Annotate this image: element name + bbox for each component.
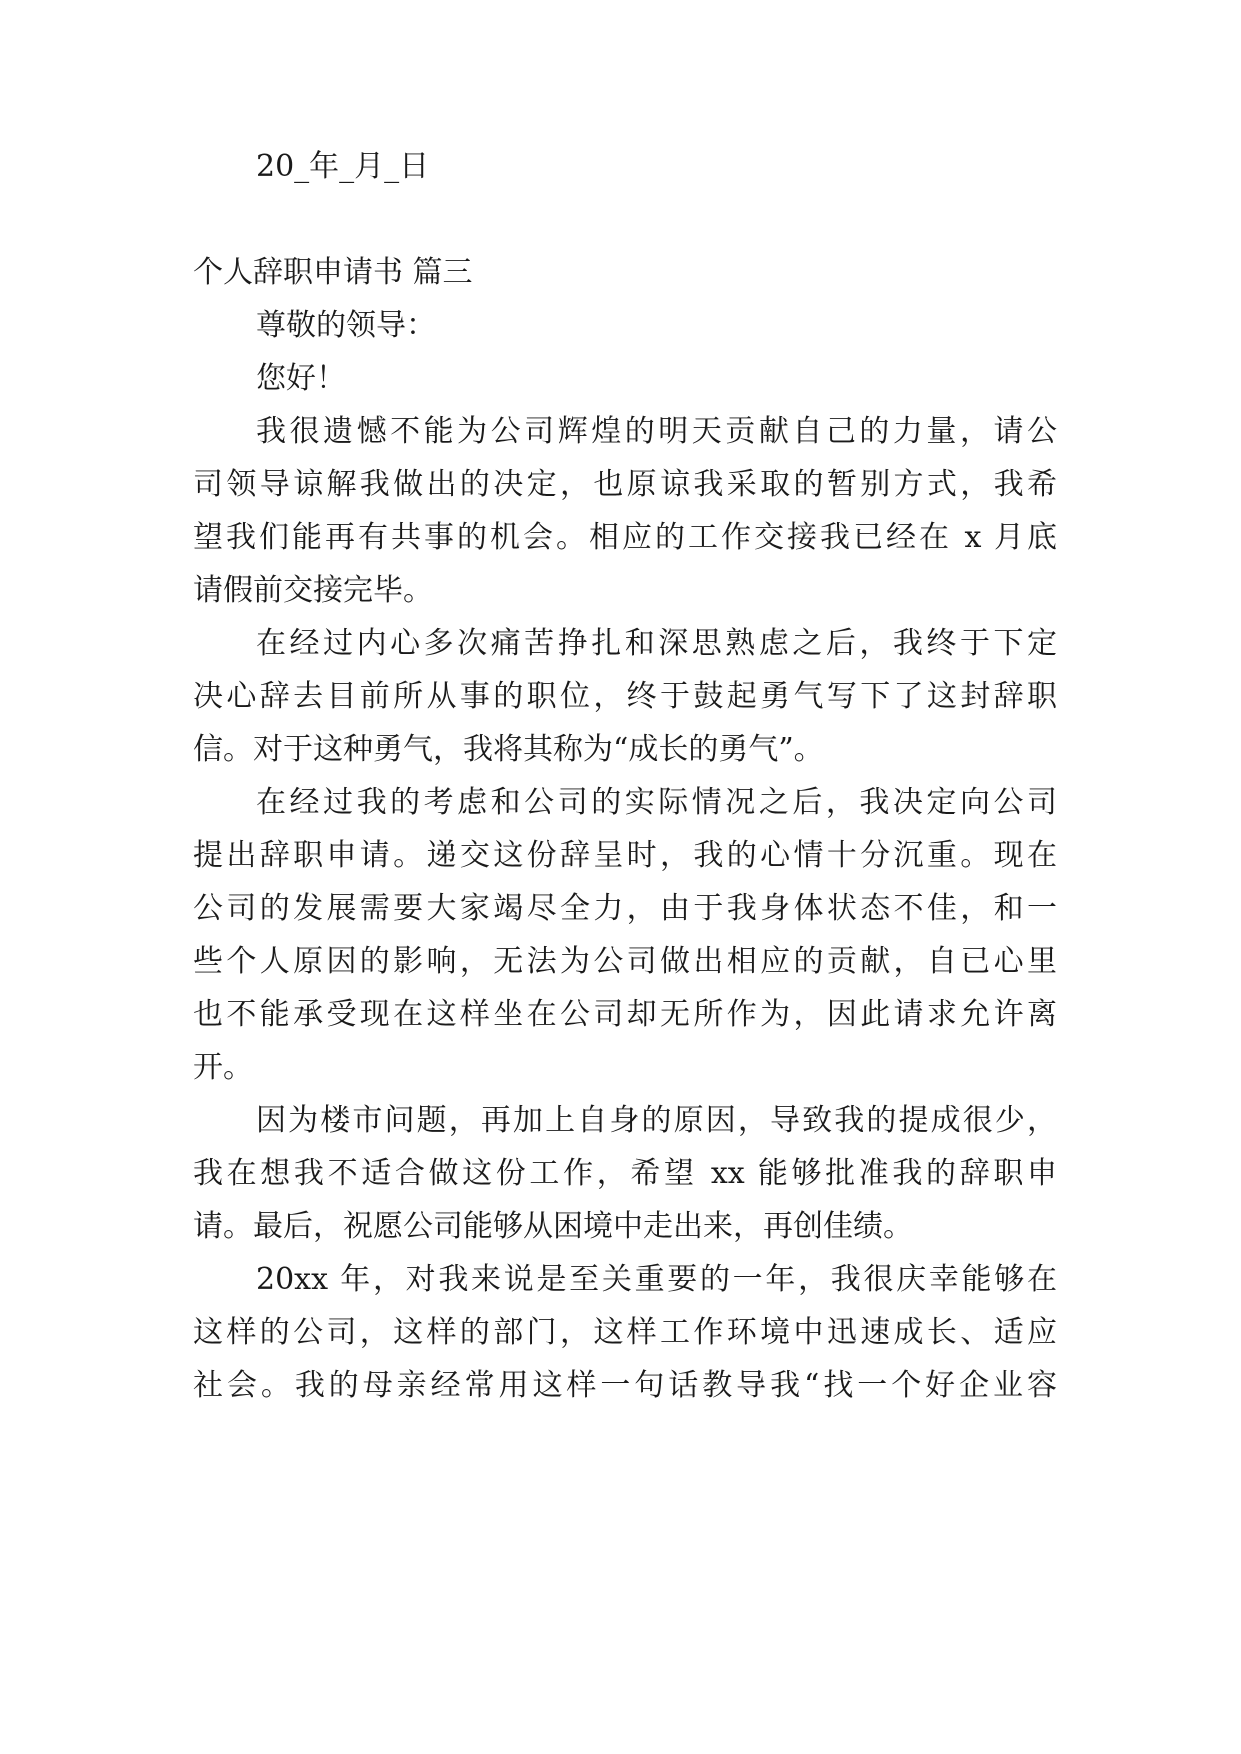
paragraph-line: 提出辞职申请。递交这份辞呈时，我的心情十分沉重。现在 <box>193 838 1057 873</box>
paragraph-line: 我很遗憾不能为公司辉煌的明天贡献自己的力量，请公 <box>256 414 1057 449</box>
paragraph-line: 20xx 年，对我来说是至关重要的一年，我很庆幸能够在 <box>256 1262 1057 1297</box>
salutation: 尊敬的领导： <box>256 308 436 343</box>
paragraph-line: 公司的发展需要大家竭尽全力，由于我身体状态不佳，和一 <box>193 891 1057 926</box>
paragraph-line: 开。 <box>193 1050 253 1085</box>
paragraph-line: 信。对于这种勇气，我将其称为“成长的勇气”。 <box>193 732 824 767</box>
paragraph-line: 请假前交接完毕。 <box>193 573 433 608</box>
paragraph-line: 在经过我的考虑和公司的实际情况之后，我决定向公司 <box>256 785 1057 820</box>
section-title: 个人辞职申请书 篇三 <box>193 255 473 290</box>
paragraph-line: 因为楼市问题，再加上自身的原因，导致我的提成很少， <box>256 1103 1057 1138</box>
date-line: 20_年_月_日 <box>256 149 430 184</box>
paragraph-line: 请。最后，祝愿公司能够从困境中走出来，再创佳绩。 <box>193 1209 913 1244</box>
paragraph-line: 社会。我的母亲经常用这样一句话教导我“找一个好企业容 <box>193 1368 1057 1403</box>
paragraph-line: 司领导谅解我做出的决定，也原谅我采取的暂别方式，我希 <box>193 467 1057 502</box>
paragraph-line: 些个人原因的影响，无法为公司做出相应的贡献，自已心里 <box>193 944 1057 979</box>
paragraph-line: 这样的公司，这样的部门，这样工作环境中迅速成长、适应 <box>193 1315 1057 1350</box>
paragraph-line: 望我们能再有共事的机会。相应的工作交接我已经在 x 月底 <box>193 520 1057 555</box>
paragraph-line: 也不能承受现在这样坐在公司却无所作为，因此请求允许离 <box>193 997 1057 1032</box>
paragraph-line: 我在想我不适合做这份工作，希望 xx 能够批准我的辞职申 <box>193 1156 1057 1191</box>
greeting: 您好！ <box>256 361 346 396</box>
paragraph-line: 在经过内心多次痛苦挣扎和深思熟虑之后，我终于下定 <box>256 626 1057 661</box>
paragraph-line: 决心辞去目前所从事的职位，终于鼓起勇气写下了这封辞职 <box>193 679 1057 714</box>
